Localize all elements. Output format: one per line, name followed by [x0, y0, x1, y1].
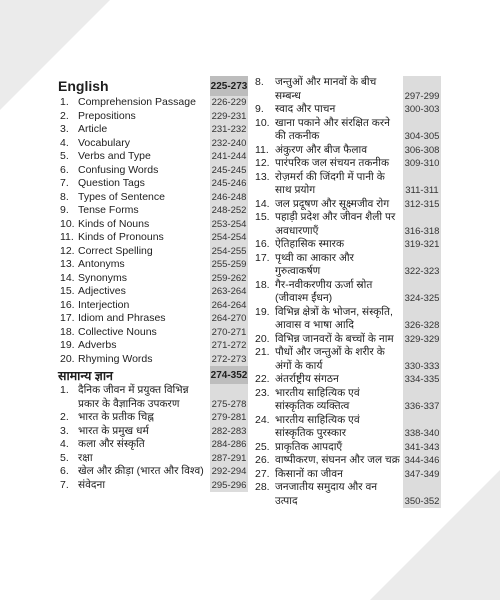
toc-entry-pages: 254-255 — [211, 245, 247, 257]
toc-entry-title: Kinds of Pronouns — [78, 231, 164, 243]
toc-entry-pages: 316-318 — [403, 211, 441, 238]
toc-entry — [253, 306, 441, 333]
toc-entry-title: अंकुरण और बीज फैलाव — [275, 143, 368, 156]
toc-left-column — [58, 76, 248, 492]
toc-entry — [58, 465, 248, 479]
toc-entry-number: 21. — [255, 346, 270, 358]
toc-entry-title: वाष्पीकरण, संघनन और जल चक्र — [275, 454, 400, 466]
toc-entry-title: Idiom and Phrases — [78, 312, 166, 324]
toc-entry-pages: 341-343 — [404, 441, 440, 453]
toc-entry-title: Correct Spelling — [78, 244, 153, 257]
toc-entry-pages: 284-286 — [211, 439, 247, 450]
toc-entry-number: 17. — [60, 312, 75, 324]
toc-entry-pages: 338-340 — [403, 414, 441, 441]
toc-entry-number: 12. — [60, 244, 75, 257]
toc-entry-pages: 312-315 — [404, 198, 440, 210]
toc-entry-pages: 347-349 — [404, 468, 440, 480]
toc-entry-number: 19. — [255, 305, 270, 318]
section-page-range: 225-273 — [210, 76, 248, 96]
toc-entry-title: Adverbs — [78, 339, 117, 351]
toc-entry-number: 5. — [60, 451, 69, 464]
toc-entry — [253, 414, 441, 441]
toc-entry-number: 22. — [255, 373, 270, 385]
toc-entry-pages: 297-299 — [403, 76, 441, 103]
toc-entry-pages: 275-278 — [210, 384, 248, 411]
toc-entry-title: रोज़मर्रा की जिंदगी में पानी के साथ प्रयोग — [275, 170, 385, 196]
toc-entry — [58, 299, 248, 313]
toc-entry — [58, 191, 248, 205]
toc-entry-number: 3. — [60, 123, 69, 135]
toc-entry-number: 2. — [60, 411, 69, 423]
toc-entry-pages: 319-321 — [404, 239, 440, 250]
toc-entry-title: कला और संस्कृति — [78, 438, 145, 450]
toc-entry — [58, 272, 248, 286]
toc-entry-pages: 272-273 — [211, 353, 247, 365]
toc-entry-title: Kinds of Nouns — [78, 217, 150, 230]
toc-entry-title: Vocabulary — [78, 136, 130, 149]
toc-entry — [253, 198, 441, 212]
toc-entry-title: खेल और क्रीड़ा (भारत और विश्व) — [78, 465, 204, 477]
toc-entry-number: 17. — [255, 251, 270, 264]
toc-entry-title: भारत के प्रमुख धर्म — [78, 424, 149, 437]
toc-entry-pages: 350-352 — [403, 481, 441, 508]
toc-entry — [253, 441, 441, 455]
toc-entry-pages: 311-311 — [403, 171, 441, 198]
toc-entry-number: 1. — [60, 96, 69, 108]
toc-entry-number: 5. — [60, 150, 69, 162]
toc-entry-title: ऐतिहासिक स्मारक — [275, 238, 345, 250]
toc-entry — [58, 425, 248, 439]
toc-entry — [253, 76, 441, 103]
toc-entry — [58, 150, 248, 164]
toc-entry — [58, 339, 248, 353]
toc-entry-title: भारतीय साहित्यिक एवं सांस्कृतिक व्यक्तित्व — [275, 386, 360, 412]
toc-entry-number: 15. — [60, 285, 75, 297]
toc-entry-pages: 259-262 — [211, 272, 247, 284]
toc-right-column — [253, 76, 441, 508]
toc-entry — [58, 479, 248, 493]
toc-entry-pages: 326-328 — [403, 306, 441, 333]
toc-entry-pages: 344-346 — [404, 455, 440, 466]
toc-entry-pages: 329-329 — [404, 333, 440, 345]
toc-entry-pages: 306-308 — [404, 144, 440, 156]
toc-entry-number: 18. — [255, 278, 270, 291]
toc-entry-pages: 324-325 — [403, 279, 441, 306]
toc-entry-number: 12. — [255, 157, 270, 169]
toc-entry-number: 15. — [255, 211, 270, 223]
toc-entry — [253, 468, 441, 482]
toc-entry-title: Question Tags — [78, 177, 145, 189]
toc-entry-title: रक्षा — [78, 451, 93, 464]
toc-entry-number: 8. — [255, 76, 264, 88]
toc-entry-pages: 264-270 — [211, 313, 247, 324]
toc-entry — [58, 452, 248, 466]
toc-entry-number: 9. — [255, 103, 264, 115]
toc-entry-number: 7. — [60, 177, 69, 189]
toc-entry — [58, 326, 248, 340]
toc-entry-pages: 253-254 — [211, 218, 247, 230]
toc-entry-pages: 245-245 — [211, 164, 247, 176]
toc-entry-number: 6. — [60, 163, 69, 176]
toc-entry — [58, 285, 248, 299]
section-heading-gk — [58, 366, 248, 384]
toc-entry-pages: 246-248 — [211, 191, 247, 203]
toc-entry-title: अंतर्राष्ट्रीय संगठन — [275, 373, 339, 385]
toc-entry-number: 2. — [60, 109, 69, 122]
toc-entry-title: Collective Nouns — [78, 325, 157, 338]
toc-entry-pages: 270-271 — [211, 326, 247, 338]
toc-entry-pages: 279-281 — [211, 412, 247, 423]
toc-entry-pages: 254-254 — [211, 232, 247, 243]
toc-entry — [253, 333, 441, 347]
toc-entry-title: दैनिक जीवन में प्रयुक्त विभिन्न प्रकार के वैज्ञानिक उपकरण — [78, 384, 189, 410]
section-title: सामान्य ज्ञान — [58, 368, 113, 383]
section-heading-english — [58, 76, 248, 96]
toc-entry-number: 16. — [60, 298, 75, 311]
toc-entry — [58, 438, 248, 452]
toc-entry-title: जनजातीय समुदाय और वन उत्पाद — [275, 481, 378, 507]
toc-entry-title: पौधों और जन्तुओं के शरीर के अंगों के कार्य — [275, 346, 385, 372]
toc-entry-number: 26. — [255, 454, 270, 466]
toc-entry-pages: 255-259 — [211, 259, 247, 270]
toc-entry — [58, 204, 248, 218]
toc-entry — [58, 245, 248, 259]
toc-entry-number: 14. — [60, 271, 75, 284]
toc-entry — [58, 123, 248, 137]
toc-entry-number: 25. — [255, 440, 270, 453]
toc-entry-pages: 295-296 — [211, 479, 247, 491]
toc-entry-title: Antonyms — [78, 258, 125, 270]
toc-entry-title: Synonyms — [78, 271, 128, 284]
toc-entry — [58, 177, 248, 191]
toc-entry — [253, 454, 441, 468]
toc-entry-pages: 245-246 — [211, 178, 247, 189]
toc-entry — [58, 258, 248, 272]
toc-entry-pages: 322-323 — [403, 252, 441, 279]
toc-entry-title: पहाड़ी प्रदेश और जीवन शैली पर अवधारणाएँ — [275, 211, 396, 237]
toc-entry-number: 28. — [255, 481, 270, 493]
toc-entry-pages: 336-337 — [403, 387, 441, 414]
toc-entry-number: 18. — [60, 325, 75, 338]
toc-entry-number: 6. — [60, 465, 69, 477]
toc-entry-number: 20. — [60, 352, 75, 365]
toc-entry — [253, 103, 441, 117]
toc-entry-pages: 226-229 — [211, 97, 247, 108]
toc-entry — [253, 144, 441, 158]
toc-entry-number: 11. — [255, 143, 269, 156]
toc-entry — [58, 353, 248, 367]
toc-entry — [253, 279, 441, 306]
toc-entry — [253, 171, 441, 198]
toc-entry-title: प्राकृतिक आपदाएँ — [275, 440, 343, 453]
toc-entry — [58, 96, 248, 110]
toc-entry-pages: 309-310 — [404, 158, 440, 169]
toc-entry — [58, 137, 248, 151]
toc-entry — [253, 211, 441, 238]
toc-entry — [58, 110, 248, 124]
toc-entry-title: स्वाद और पाचन — [275, 103, 336, 115]
toc-entry-number: 8. — [60, 190, 69, 203]
toc-entry-title: Verbs and Type — [78, 150, 151, 162]
toc-entry-number: 19. — [60, 339, 75, 351]
toc-entry-number: 24. — [255, 413, 270, 426]
toc-entry-number: 14. — [255, 197, 270, 210]
toc-entry-title: गैर-नवीकरणीय ऊर्जा स्रोत (जीवाश्म ईंधन) — [275, 278, 373, 304]
toc-entry-title: Tense Forms — [78, 204, 139, 216]
toc-entry-pages: 287-291 — [211, 452, 247, 464]
toc-entry — [253, 117, 441, 144]
gk-toc-list-continued — [253, 76, 441, 508]
toc-entry-title: Comprehension Passage — [78, 96, 196, 108]
toc-entry-title: Types of Sentence — [78, 190, 165, 203]
toc-entry — [58, 164, 248, 178]
toc-entry — [58, 231, 248, 245]
section-page-range: 274-352 — [210, 366, 248, 384]
toc-entry-number: 13. — [255, 170, 270, 183]
toc-entry-pages: 271-272 — [211, 340, 247, 351]
toc-entry-title: Article — [78, 123, 108, 135]
toc-entry-title: खाना पकाने और संरक्षित करने की तकनीक — [275, 116, 390, 142]
toc-entry-number: 1. — [60, 384, 69, 396]
toc-entry-number: 10. — [60, 217, 75, 230]
toc-entry-number: 7. — [60, 478, 69, 491]
toc-entry-pages: 300-303 — [404, 104, 440, 115]
toc-entry-pages: 232-240 — [211, 137, 247, 149]
toc-entry — [58, 218, 248, 232]
toc-entry-number: 23. — [255, 386, 270, 399]
section-title: English — [58, 78, 109, 94]
toc-entry-title: भारत के प्रतीक चिह्न — [78, 411, 154, 423]
toc-entry-number: 10. — [255, 116, 270, 129]
toc-entry-title: विभिन्न जानवरों के बच्चों के नाम — [275, 332, 394, 345]
toc-entry-title: किसानों का जीवन — [275, 467, 343, 480]
toc-entry-pages: 263-264 — [211, 286, 247, 297]
toc-entry — [253, 387, 441, 414]
toc-entry-pages: 264-264 — [211, 299, 247, 311]
toc-entry — [58, 312, 248, 326]
toc-entry-number: 4. — [60, 438, 69, 450]
toc-entry-title: Prepositions — [78, 109, 136, 122]
toc-entry-pages: 292-294 — [211, 466, 247, 477]
toc-entry-title: विभिन्न क्षेत्रों के भोजन, संस्कृति, आवास व भाषा आदि — [275, 305, 393, 331]
toc-entry-title: संवेदना — [78, 478, 106, 491]
toc-entry-number: 20. — [255, 332, 270, 345]
toc-entry — [253, 346, 441, 373]
gk-toc-list — [58, 384, 248, 492]
toc-entry-pages: 282-283 — [211, 425, 247, 437]
toc-entry-title: Rhyming Words — [78, 352, 153, 365]
toc-entry-title: पारंपरिक जल संचयन तकनीक — [275, 157, 390, 169]
english-toc-list — [58, 96, 248, 366]
toc-entry-title: भारतीय साहित्यिक एवं सांस्कृतिक पुरस्कार — [275, 413, 360, 439]
toc-entry — [253, 238, 441, 252]
toc-entry-number: 27. — [255, 467, 270, 480]
toc-entry — [58, 411, 248, 425]
toc-entry-pages: 330-333 — [403, 346, 441, 373]
toc-entry — [253, 157, 441, 171]
toc-entry-number: 3. — [60, 424, 69, 437]
toc-entry-title: Confusing Words — [78, 163, 159, 176]
toc-entry-number: 16. — [255, 238, 270, 250]
toc-entry — [253, 481, 441, 508]
toc-entry-title: जन्तुओं और मानवों के बीच सम्बन्ध — [275, 76, 377, 102]
toc-entry-number: 9. — [60, 204, 69, 216]
toc-entry — [253, 252, 441, 279]
toc-entry-title: जल प्रदूषण और सूक्ष्मजीव रोग — [275, 197, 390, 210]
toc-entry-pages: 334-335 — [404, 374, 440, 385]
toc-entry-title: पृथ्वी का आकार और गुरुत्वाकर्षण — [275, 251, 354, 277]
toc-entry-pages: 231-232 — [211, 124, 247, 135]
toc-entry — [253, 373, 441, 387]
toc-entry-title: Interjection — [78, 298, 130, 311]
toc-entry — [58, 384, 248, 411]
toc-entry-number: 11. — [60, 231, 74, 243]
toc-entry-title: Adjectives — [78, 285, 126, 297]
toc-entry-pages: 241-244 — [211, 151, 247, 162]
toc-entry-number: 4. — [60, 136, 69, 149]
toc-entry-pages: 229-231 — [211, 110, 247, 122]
toc-entry-number: 13. — [60, 258, 75, 270]
toc-entry-pages: 248-252 — [211, 205, 247, 216]
toc-entry-pages: 304-305 — [403, 117, 441, 144]
